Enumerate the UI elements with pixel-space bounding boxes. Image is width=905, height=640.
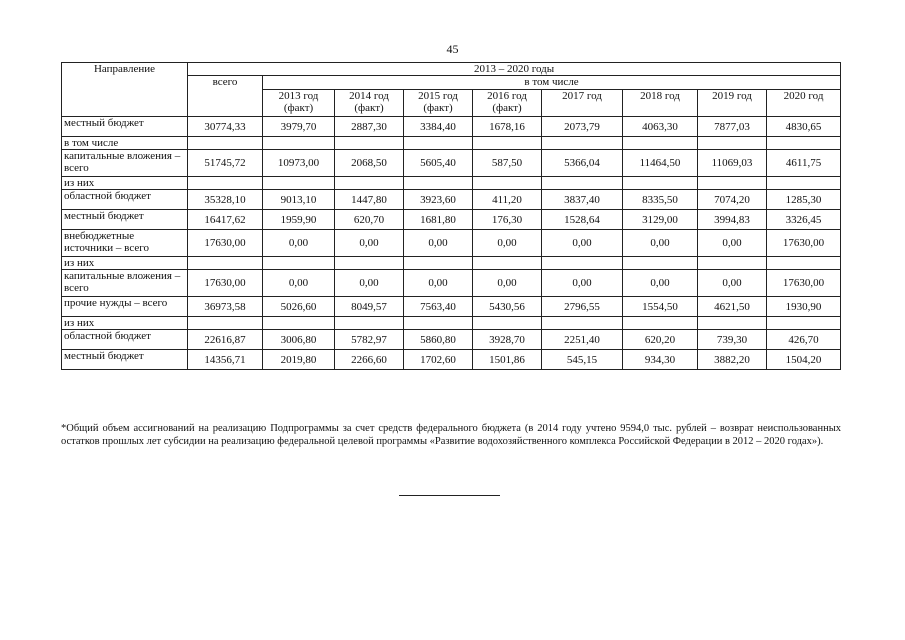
header-year-note: (факт) — [492, 102, 522, 114]
cell-value: 2251,40 — [542, 330, 623, 350]
cell-value: 0,00 — [542, 230, 623, 257]
cell-value: 0,00 — [473, 230, 542, 257]
cell-value: 545,15 — [542, 350, 623, 370]
cell-total — [188, 177, 263, 190]
cell-value — [542, 137, 623, 150]
cell-value: 3384,40 — [404, 117, 473, 137]
cell-total: 36973,58 — [188, 297, 263, 317]
cell-value — [335, 257, 404, 270]
cell-value: 5605,40 — [404, 150, 473, 177]
cell-value: 0,00 — [335, 270, 404, 297]
cell-value — [404, 137, 473, 150]
row-label: местный бюджет — [62, 210, 188, 230]
cell-value: 176,30 — [473, 210, 542, 230]
header-including: в том числе — [263, 76, 841, 90]
cell-value: 3326,45 — [767, 210, 841, 230]
cell-value — [698, 177, 767, 190]
cell-value: 0,00 — [473, 270, 542, 297]
table-row — [62, 317, 841, 330]
table-row — [62, 117, 841, 137]
cell-value: 5860,80 — [404, 330, 473, 350]
cell-value — [473, 177, 542, 190]
cell-value: 2073,79 — [542, 117, 623, 137]
row-label: из них — [62, 317, 188, 330]
cell-value: 5430,56 — [473, 297, 542, 317]
header-year — [263, 90, 335, 117]
row-label: из них — [62, 257, 188, 270]
cell-value: 3923,60 — [404, 190, 473, 210]
header-year-label: 2013 год — [278, 90, 319, 102]
row-label: внебюджетные источники – всего — [62, 230, 188, 257]
cell-value — [263, 137, 335, 150]
header-year — [542, 90, 623, 117]
table-row — [62, 177, 841, 190]
cell-value: 0,00 — [542, 270, 623, 297]
header-year — [335, 90, 404, 117]
cell-value: 934,30 — [623, 350, 698, 370]
cell-value: 17630,00 — [767, 230, 841, 257]
header-year — [473, 90, 542, 117]
cell-value — [263, 257, 335, 270]
cell-value: 2796,55 — [542, 297, 623, 317]
cell-total: 22616,87 — [188, 330, 263, 350]
end-rule — [399, 495, 500, 496]
header-year-note: (факт) — [354, 102, 384, 114]
header-year — [623, 90, 698, 117]
cell-value: 411,20 — [473, 190, 542, 210]
cell-value: 7074,20 — [698, 190, 767, 210]
cell-value — [767, 317, 841, 330]
cell-value — [263, 177, 335, 190]
cell-value: 1930,90 — [767, 297, 841, 317]
cell-total: 17630,00 — [188, 270, 263, 297]
table-row — [62, 270, 841, 297]
cell-value: 0,00 — [263, 230, 335, 257]
cell-value — [698, 257, 767, 270]
cell-value — [623, 257, 698, 270]
row-label: капитальные вложения – всего — [62, 270, 188, 297]
cell-value: 2068,50 — [335, 150, 404, 177]
cell-value: 2266,60 — [335, 350, 404, 370]
cell-value — [623, 137, 698, 150]
cell-value: 1501,86 — [473, 350, 542, 370]
cell-total — [188, 317, 263, 330]
row-label: в том числе — [62, 137, 188, 150]
cell-value: 5026,60 — [263, 297, 335, 317]
cell-value: 3994,83 — [698, 210, 767, 230]
cell-value — [623, 177, 698, 190]
cell-total: 35328,10 — [188, 190, 263, 210]
cell-value: 8049,57 — [335, 297, 404, 317]
footnote: *Общий объем ассигнований на реализацию Подпрограммы за счет средств федерального бюджета (в 2014 году учтено 9594,0 тыс. рублей – возврат неиспользованных остатков прошлых лет субсидии на реализацию федеральной целевой программы «Развитие водохозяйственного комплекса Российской Федерации в 2012 – 2020 годах»). — [61, 423, 841, 447]
header-year-note: (факт) — [423, 102, 453, 114]
cell-value: 0,00 — [263, 270, 335, 297]
cell-value: 7563,40 — [404, 297, 473, 317]
table-row — [62, 190, 841, 210]
row-label: областной бюджет — [62, 190, 188, 210]
cell-value: 1504,20 — [767, 350, 841, 370]
cell-value — [542, 317, 623, 330]
table-row — [62, 257, 841, 270]
row-label: местный бюджет — [62, 350, 188, 370]
cell-value — [335, 177, 404, 190]
header-year-label: 2019 год — [712, 90, 752, 102]
cell-value: 3006,80 — [263, 330, 335, 350]
cell-value: 2887,30 — [335, 117, 404, 137]
header-total: всего — [188, 76, 263, 117]
header-year-label: 2017 год — [562, 90, 602, 102]
cell-value: 3882,20 — [698, 350, 767, 370]
row-label: капитальные вложения – всего — [62, 150, 188, 177]
cell-value — [698, 137, 767, 150]
cell-value: 620,20 — [623, 330, 698, 350]
cell-value — [335, 137, 404, 150]
cell-total: 30774,33 — [188, 117, 263, 137]
table-row — [62, 137, 841, 150]
cell-value — [542, 257, 623, 270]
cell-value: 1554,50 — [623, 297, 698, 317]
cell-value: 739,30 — [698, 330, 767, 350]
cell-value — [473, 137, 542, 150]
header-year-label: 2014 год — [349, 90, 389, 102]
cell-value: 7877,03 — [698, 117, 767, 137]
cell-value: 0,00 — [698, 270, 767, 297]
cell-value: 5366,04 — [542, 150, 623, 177]
row-label: областной бюджет — [62, 330, 188, 350]
cell-value: 17630,00 — [767, 270, 841, 297]
cell-value: 3837,40 — [542, 190, 623, 210]
table-row — [62, 350, 841, 370]
cell-value: 4830,65 — [767, 117, 841, 137]
cell-value — [404, 257, 473, 270]
cell-value: 4063,30 — [623, 117, 698, 137]
row-label: местный бюджет — [62, 117, 188, 137]
cell-value: 1681,80 — [404, 210, 473, 230]
header-year-label: 2015 год — [418, 90, 458, 102]
cell-value: 1285,30 — [767, 190, 841, 210]
cell-value: 11069,03 — [698, 150, 767, 177]
header-period: 2013 – 2020 годы — [188, 63, 841, 76]
row-label: из них — [62, 177, 188, 190]
cell-value: 5782,97 — [335, 330, 404, 350]
cell-value — [542, 177, 623, 190]
cell-value: 1678,16 — [473, 117, 542, 137]
cell-value: 3129,00 — [623, 210, 698, 230]
header-year-note: (факт) — [283, 102, 314, 114]
header-year-label: 2016 год — [487, 90, 527, 102]
cell-value: 587,50 — [473, 150, 542, 177]
cell-value: 426,70 — [767, 330, 841, 350]
cell-value: 1528,64 — [542, 210, 623, 230]
table-row — [62, 210, 841, 230]
cell-value: 0,00 — [698, 230, 767, 257]
header-direction: Направление — [62, 63, 188, 117]
cell-total — [188, 257, 263, 270]
cell-total: 14356,71 — [188, 350, 263, 370]
page-number: 45 — [446, 42, 459, 56]
cell-value: 3979,70 — [263, 117, 335, 137]
table-row — [62, 330, 841, 350]
cell-value: 4611,75 — [767, 150, 841, 177]
table-row — [62, 230, 841, 257]
cell-value: 3928,70 — [473, 330, 542, 350]
budget-table — [61, 62, 841, 370]
cell-value: 2019,80 — [263, 350, 335, 370]
header-year-label: 2018 год — [640, 90, 680, 102]
header-year — [767, 90, 841, 117]
cell-value — [473, 317, 542, 330]
cell-value: 8335,50 — [623, 190, 698, 210]
cell-value: 0,00 — [623, 270, 698, 297]
cell-total: 51745,72 — [188, 150, 263, 177]
table-row — [62, 150, 841, 177]
cell-value: 1959,90 — [263, 210, 335, 230]
cell-value — [404, 317, 473, 330]
cell-value — [767, 177, 841, 190]
cell-value: 11464,50 — [623, 150, 698, 177]
cell-total — [188, 137, 263, 150]
cell-value: 10973,00 — [263, 150, 335, 177]
cell-total: 17630,00 — [188, 230, 263, 257]
cell-value — [335, 317, 404, 330]
cell-value — [404, 177, 473, 190]
row-label: прочие нужды – всего — [62, 297, 188, 317]
cell-value: 9013,10 — [263, 190, 335, 210]
table-row — [62, 297, 841, 317]
cell-value — [767, 257, 841, 270]
cell-value: 0,00 — [404, 270, 473, 297]
cell-value: 1702,60 — [404, 350, 473, 370]
cell-value: 1447,80 — [335, 190, 404, 210]
header-year — [404, 90, 473, 117]
cell-value — [767, 137, 841, 150]
cell-total: 16417,62 — [188, 210, 263, 230]
cell-value — [698, 317, 767, 330]
cell-value: 620,70 — [335, 210, 404, 230]
cell-value: 0,00 — [335, 230, 404, 257]
cell-value — [473, 257, 542, 270]
cell-value: 0,00 — [623, 230, 698, 257]
header-year — [698, 90, 767, 117]
cell-value — [623, 317, 698, 330]
header-year-label: 2020 год — [783, 90, 824, 102]
cell-value: 0,00 — [404, 230, 473, 257]
cell-value: 4621,50 — [698, 297, 767, 317]
cell-value — [263, 317, 335, 330]
